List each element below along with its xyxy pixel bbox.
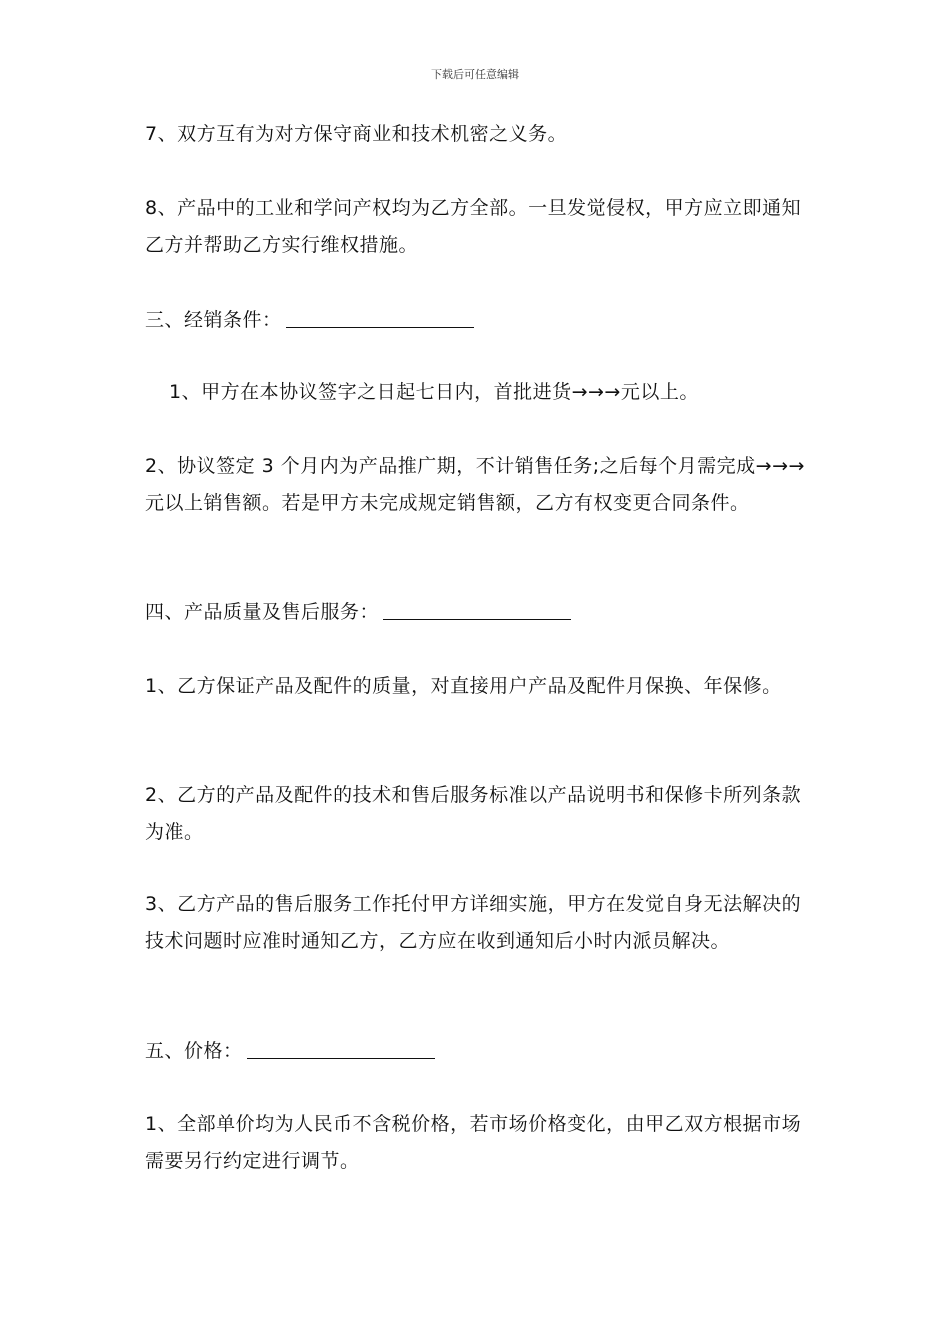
section-4-clause-3: 3、乙方产品的售后服务工作托付甲方详细实施，甲方在发觉自身无法解决的技术问题时应准时通知乙方，乙方应在收到通知后小时内派员解决。 — [145, 893, 802, 952]
section-5-title: 五、价格： — [145, 1040, 243, 1062]
section-3-title: 三、经销条件： — [145, 309, 282, 331]
fill-in-blank — [383, 599, 571, 620]
section-3-clause-1: 1、甲方在本协议签字之日起七日内，首批进货→→→元以上。 — [169, 381, 699, 403]
clause-7: 7、双方互有为对方保守商业和技术机密之义务。 — [145, 123, 568, 145]
section-5-heading — [145, 1033, 815, 1070]
section-4-heading — [145, 594, 815, 631]
section-4-clause-2: 2、乙方的产品及配件的技术和售后服务标准以产品说明书和保修卡所列条款为准。 — [145, 784, 802, 843]
clause-8: 8、产品中的工业和学问产权均为乙方全部。一旦发觉侵权，甲方应立即通知乙方并帮助乙方实行维权措施。 — [145, 197, 802, 256]
section-4-title: 四、产品质量及售后服务： — [145, 601, 380, 623]
section-5-clause-1: 1、全部单价均为人民币不含税价格，若市场价格变化，由甲乙双方根据市场需要另行约定进行调节。 — [145, 1113, 802, 1172]
fill-in-blank — [247, 1038, 435, 1059]
section-3-heading — [145, 302, 815, 339]
section-3-clause-2: 2、协议签定 3 个月内为产品推广期，不计销售任务;之后每个月需完成→→→元以上销售额。若是甲方未完成规定销售额，乙方有权变更合同条件。 — [145, 455, 805, 514]
page-header: 下载后可任意编辑 — [431, 68, 519, 81]
section-4-clause-1: 1、乙方保证产品及配件的质量，对直接用户产品及配件月保换、年保修。 — [145, 675, 782, 697]
fill-in-blank — [286, 307, 474, 328]
